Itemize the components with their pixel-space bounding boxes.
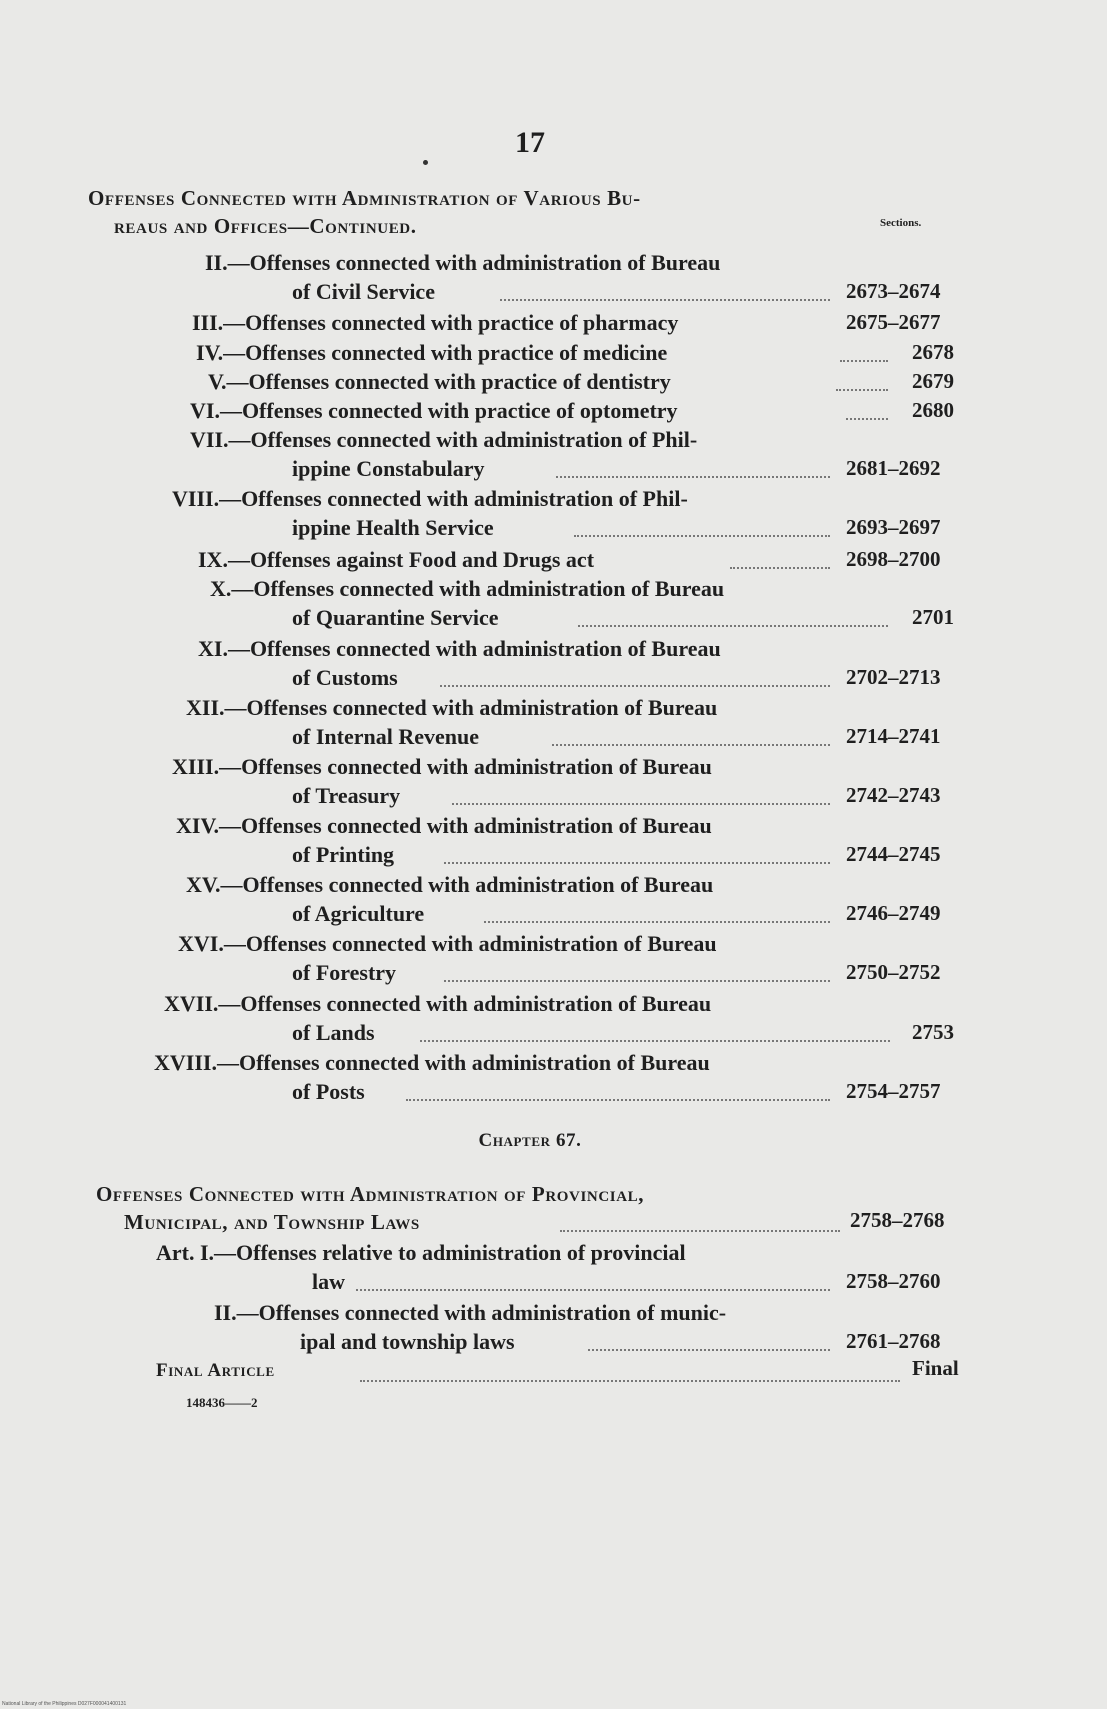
- toc-entry-continuation: ippine Constabulary: [292, 456, 485, 481]
- toc-entry-continuation: of Internal Revenue: [292, 724, 479, 749]
- leader-dots: [452, 803, 830, 805]
- toc-entry-title: XI.—Offenses connected with administration of Bureau: [198, 636, 721, 661]
- leader-dots: [560, 1230, 840, 1232]
- toc-entry-title: VIII.—Offenses connected with administration of Phil-: [172, 486, 688, 511]
- toc-entry-sections: 2701: [912, 605, 954, 629]
- leader-dots: [836, 389, 888, 391]
- toc-entry-title: VII.—Offenses connected with administration of Phil-: [190, 427, 698, 452]
- toc-entry-continuation: ippine Health Service: [292, 515, 494, 540]
- leader-dots: [588, 1349, 830, 1351]
- leader-dots: [846, 418, 888, 420]
- toc-entry-title: XIV.—Offenses connected with administration of Bureau: [176, 813, 712, 838]
- toc-entry-sections: 2750–2752: [846, 960, 941, 984]
- chapter-entry-sections: 2758–2760: [846, 1269, 941, 1293]
- toc-entry-title: XII.—Offenses connected with administration of Bureau: [186, 695, 718, 720]
- leader-dots: [440, 685, 830, 687]
- leader-dots: [840, 360, 888, 362]
- toc-entry-continuation: of Forestry: [292, 960, 397, 985]
- chapter-heading-line1: Offenses Connected with Administration of Provincial,: [96, 1182, 645, 1206]
- leader-dots: [360, 1380, 900, 1382]
- toc-entry-sections: 2678: [912, 340, 954, 364]
- toc-entry-continuation: of Printing: [292, 842, 395, 867]
- toc-entry-title: IV.—Offenses connected with practice of medicine: [196, 340, 668, 365]
- final-article-sections: Final: [912, 1356, 959, 1380]
- toc-entry-title: XVII.—Offenses connected with administration of Bureau: [164, 991, 712, 1016]
- section-heading-line1: Offenses Connected with Administration of Various Bu-: [88, 186, 641, 210]
- ink-dot: [423, 160, 428, 165]
- toc-entry-title: XIII.—Offenses connected with administration of Bureau: [172, 754, 712, 779]
- toc-entry-sections: 2679: [912, 369, 954, 393]
- archive-note: National Library of the Philippines D027F000041400131: [2, 1701, 127, 1707]
- leader-dots: [500, 299, 830, 301]
- toc-entry-title: XVI.—Offenses connected with administration of Bureau: [178, 931, 717, 956]
- toc-entry-title: II.—Offenses connected with administration of Bureau: [205, 250, 721, 275]
- toc-entry-sections: 2698–2700: [846, 547, 941, 571]
- toc-entry-continuation: of Quarantine Service: [292, 605, 499, 630]
- leader-dots: [406, 1099, 830, 1101]
- sections-column-label: Sections.: [880, 217, 922, 229]
- toc-entry-sections: 2754–2757: [846, 1079, 941, 1103]
- toc-entry-sections: 2746–2749: [846, 901, 941, 925]
- chapter-entry-title: II.—Offenses connected with administration of munic-: [214, 1300, 727, 1325]
- toc-entry-title: IX.—Offenses against Food and Drugs act: [198, 547, 595, 572]
- toc-entry-continuation: of Agriculture: [292, 901, 425, 926]
- toc-entry-title: III.—Offenses connected with practice of pharmacy: [192, 310, 679, 335]
- leader-dots: [484, 921, 830, 923]
- leader-dots: [420, 1040, 890, 1042]
- toc-entry-continuation: of Lands: [292, 1020, 375, 1045]
- toc-entry-sections: 2744–2745: [846, 842, 941, 866]
- toc-entry-sections: 2680: [912, 398, 954, 422]
- toc-entry-title: XVIII.—Offenses connected with administration of Bureau: [154, 1050, 710, 1075]
- leader-dots: [730, 567, 830, 569]
- chapter-heading-line2: Municipal, and Township Laws: [124, 1210, 420, 1234]
- printer-code: 148436——2: [186, 1395, 258, 1410]
- toc-entry-sections: 2742–2743: [846, 783, 941, 807]
- chapter-entry-continuation: ipal and township laws: [300, 1329, 515, 1354]
- chapter-entry-continuation: law: [312, 1269, 345, 1294]
- page-number: 17: [515, 126, 545, 159]
- leader-dots: [444, 980, 830, 982]
- leader-dots: [552, 744, 830, 746]
- toc-entry-sections: 2753: [912, 1020, 954, 1044]
- leader-dots: [356, 1289, 830, 1291]
- toc-entry-sections: 2681–2692: [846, 456, 941, 480]
- toc-entry-sections: 2675–2677: [846, 310, 941, 334]
- toc-entry-title: VI.—Offenses connected with practice of optometry: [190, 398, 678, 423]
- toc-entry-sections: 2673–2674: [846, 279, 941, 303]
- toc-entry-sections: 2702–2713: [846, 665, 941, 689]
- leader-dots: [444, 862, 830, 864]
- chapter-heading-sections: 2758–2768: [850, 1208, 945, 1232]
- section-heading-line2: reaus and Offices—Continued.: [114, 214, 417, 238]
- leader-dots: [578, 625, 888, 627]
- chapter-entry-sections: 2761–2768: [846, 1329, 941, 1353]
- toc-entry-title: V.—Offenses connected with practice of dentistry: [208, 369, 671, 394]
- toc-entry-continuation: of Civil Service: [292, 279, 435, 304]
- toc-entry-continuation: of Posts: [292, 1079, 365, 1104]
- chapter-title: Chapter 67.: [478, 1130, 582, 1151]
- toc-entry-sections: 2714–2741: [846, 724, 941, 748]
- final-article-label: Final Article: [156, 1360, 275, 1381]
- toc-entry-title: X.—Offenses connected with administration of Bureau: [210, 576, 725, 601]
- chapter-entry-title: Art. I.—Offenses relative to administration of provincial: [156, 1240, 686, 1265]
- leader-dots: [574, 535, 830, 537]
- leader-dots: [556, 476, 830, 478]
- toc-entry-continuation: of Customs: [292, 665, 398, 690]
- toc-entry-sections: 2693–2697: [846, 515, 941, 539]
- toc-entry-title: XV.—Offenses connected with administration of Bureau: [186, 872, 714, 897]
- toc-entry-continuation: of Treasury: [292, 783, 401, 808]
